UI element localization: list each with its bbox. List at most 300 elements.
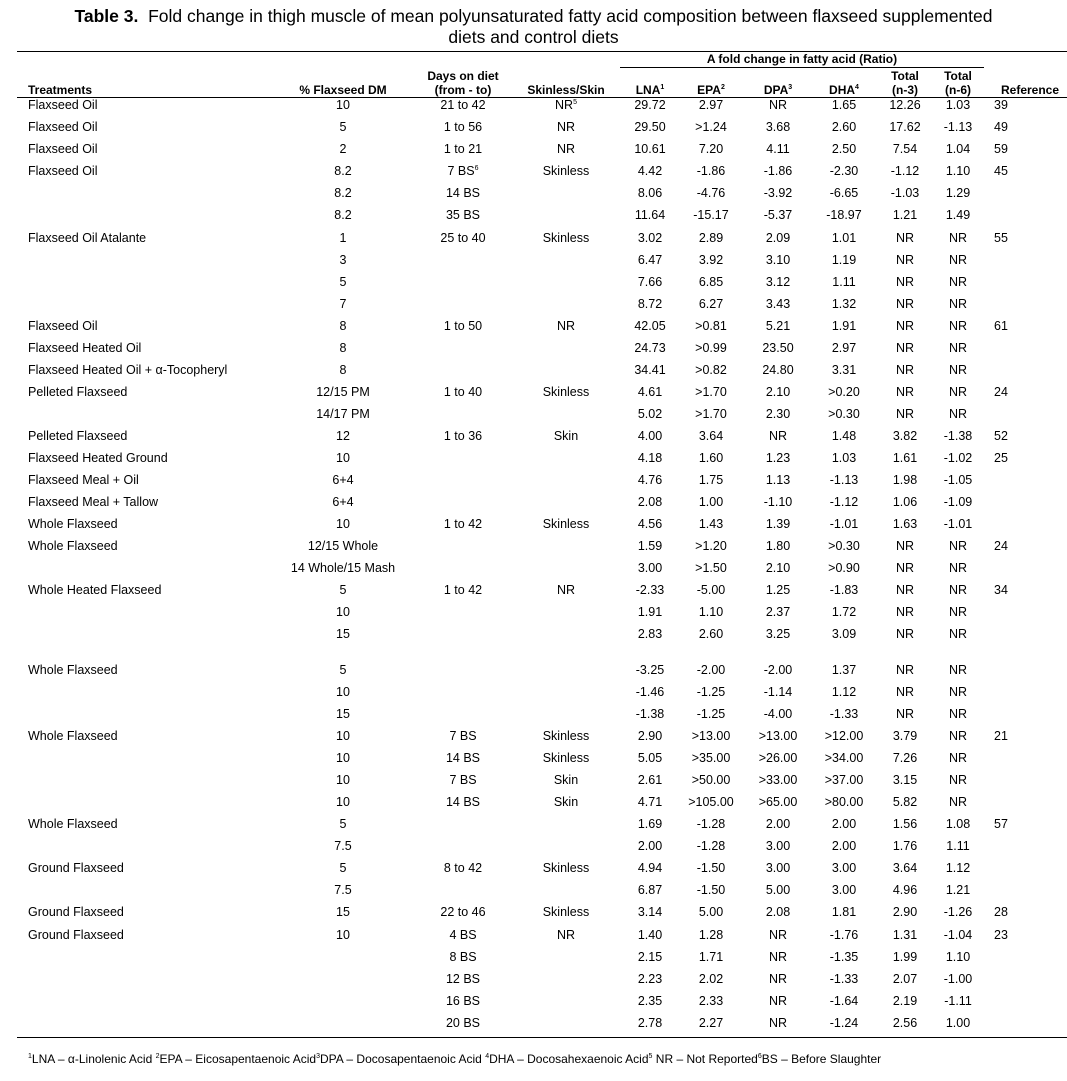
cell-lna: 2.15 xyxy=(637,950,663,964)
cell-days: 14 BS xyxy=(445,751,481,765)
cell-total-n3: NR xyxy=(895,297,915,311)
cell-epa: -1.25 xyxy=(696,685,726,699)
cell-dpa: >13.00 xyxy=(758,729,798,743)
cell-dpa: 2.10 xyxy=(765,385,791,399)
cell-flaxseed-dm: 7.5 xyxy=(334,883,352,897)
cell-epa: >1.70 xyxy=(695,407,727,421)
cell-dha: 2.60 xyxy=(831,120,857,134)
header-dha: DHA$^4$ xyxy=(829,83,859,97)
cell-lna: 1.91 xyxy=(637,605,663,619)
cell-lna: 5.02 xyxy=(637,407,663,421)
cell-total-n6: 1.03 xyxy=(945,98,971,112)
cell-total-n3: NR xyxy=(895,685,915,699)
cell-lna: 10.61 xyxy=(634,142,666,156)
cell-days: 25 to 40 xyxy=(440,231,486,245)
cell-dpa: -3.92 xyxy=(763,186,793,200)
cell-total-n3: 2.19 xyxy=(892,994,918,1008)
cell-epa: -1.86 xyxy=(696,164,726,178)
cell-total-n3: 1.98 xyxy=(892,473,918,487)
cell-total-n3: 2.56 xyxy=(892,1016,918,1030)
cell-total-n3: 1.56 xyxy=(892,817,918,831)
cell-dha: 1.12 xyxy=(831,685,857,699)
cell-days: 20 BS xyxy=(445,1016,481,1030)
cell-total-n6: 1.10 xyxy=(945,164,971,178)
cell-dha: 1.72 xyxy=(831,605,857,619)
cell-reference: 55 xyxy=(994,231,1008,245)
cell-dha: 1.65 xyxy=(831,98,857,112)
cell-epa: >50.00 xyxy=(691,773,731,787)
cell-epa: 1.00 xyxy=(698,495,724,509)
cell-days: 22 to 46 xyxy=(440,905,486,919)
cell-flaxseed-dm: 12/15 Whole xyxy=(307,539,379,553)
cell-lna: 34.41 xyxy=(634,363,666,377)
cell-lna: 8.06 xyxy=(637,186,663,200)
cell-skin: NR xyxy=(556,928,576,942)
cell-total-n3: 2.90 xyxy=(892,905,918,919)
cell-lna: 2.08 xyxy=(637,495,663,509)
cell-days: 1 to 56 xyxy=(443,120,483,134)
cell-epa: 1.43 xyxy=(698,517,724,531)
cell-total-n3: 2.07 xyxy=(892,972,918,986)
title-line-1: Fold change in thigh muscle of mean polyunsaturated fatty acid composition between flaxseed supplemented xyxy=(148,6,993,26)
cell-skin: $NR^5$ xyxy=(555,98,577,112)
cell-lna: 11.64 xyxy=(634,208,666,222)
cell-dha: -1.76 xyxy=(829,928,859,942)
cell-total-n3: NR xyxy=(895,341,915,355)
cell-days: 1 to 42 xyxy=(443,517,483,531)
cell-skin: Skin xyxy=(553,429,579,443)
cell-epa: 2.60 xyxy=(698,627,724,641)
cell-total-n6: NR xyxy=(948,385,968,399)
cell-total-n3: 1.99 xyxy=(892,950,918,964)
cell-reference: 59 xyxy=(994,142,1008,156)
cell-dha: -6.65 xyxy=(829,186,859,200)
cell-total-n6: NR xyxy=(948,407,968,421)
cell-dpa: 2.08 xyxy=(765,905,791,919)
cell-total-n6: NR xyxy=(948,231,968,245)
cell-total-n6: NR xyxy=(948,319,968,333)
cell-dpa: 1.25 xyxy=(765,583,791,597)
cell-epa: 2.89 xyxy=(698,231,724,245)
cell-total-n6: NR xyxy=(948,773,968,787)
cell-lna: 29.72 xyxy=(634,98,666,112)
cell-skin: Skin xyxy=(553,795,579,809)
cell-lna: 3.14 xyxy=(637,905,663,919)
cell-total-n3: NR xyxy=(895,319,915,333)
header-days-line2: (from - to) xyxy=(434,83,492,97)
cell-treatment: Flaxseed Oil xyxy=(28,142,98,156)
cell-skin: Skinless xyxy=(542,231,590,245)
cell-flaxseed-dm: 15 xyxy=(336,627,350,641)
cell-epa: 2.27 xyxy=(698,1016,724,1030)
header-reference: Reference xyxy=(1000,83,1060,97)
cell-total-n3: NR xyxy=(895,627,915,641)
cell-flaxseed-dm: 8.2 xyxy=(334,164,352,178)
cell-flaxseed-dm: 10 xyxy=(336,451,350,465)
cell-total-n6: NR xyxy=(948,561,968,575)
cell-dha: 3.00 xyxy=(831,861,857,875)
cell-dha: >12.00 xyxy=(824,729,864,743)
cell-total-n3: 3.64 xyxy=(892,861,918,875)
cell-treatment: Flaxseed Oil xyxy=(28,164,98,178)
cell-total-n6: NR xyxy=(948,627,968,641)
cell-flaxseed-dm: 3 xyxy=(339,253,347,267)
cell-total-n6: NR xyxy=(948,605,968,619)
cell-dha: 2.97 xyxy=(831,341,857,355)
cell-epa: >35.00 xyxy=(691,751,731,765)
cell-epa: >1.20 xyxy=(695,539,727,553)
cell-total-n3: 3.79 xyxy=(892,729,918,743)
cell-days: 16 BS xyxy=(445,994,481,1008)
cell-treatment: Flaxseed Oil xyxy=(28,120,98,134)
cell-skin: Skinless xyxy=(542,861,590,875)
cell-total-n6: -1.13 xyxy=(943,120,973,134)
cell-total-n6: NR xyxy=(948,751,968,765)
cell-dha: -1.13 xyxy=(829,473,859,487)
cell-dha: 1.81 xyxy=(831,905,857,919)
cell-total-n3: -1.03 xyxy=(890,186,920,200)
cell-dpa: 2.30 xyxy=(765,407,791,421)
cell-dpa: 5.21 xyxy=(765,319,791,333)
cell-epa: 1.60 xyxy=(698,451,724,465)
cell-treatment: Flaxseed Oil xyxy=(28,98,98,112)
cell-total-n6: -1.00 xyxy=(943,972,973,986)
cell-epa: 7.20 xyxy=(698,142,724,156)
cell-reference: 23 xyxy=(994,928,1008,942)
cell-days: 35 BS xyxy=(445,208,481,222)
cell-flaxseed-dm: 5 xyxy=(339,861,347,875)
cell-lna: 2.35 xyxy=(637,994,663,1008)
cell-total-n6: NR xyxy=(948,583,968,597)
cell-total-n6: 1.08 xyxy=(945,817,971,831)
cell-lna: 1.40 xyxy=(637,928,663,942)
cell-dpa: 2.10 xyxy=(765,561,791,575)
cell-dpa: 23.50 xyxy=(762,341,794,355)
cell-dha: -1.35 xyxy=(829,950,859,964)
cell-days: 21 to 42 xyxy=(440,98,486,112)
cell-dha: >0.20 xyxy=(828,385,860,399)
cell-dha: >0.90 xyxy=(828,561,860,575)
header-fatty-acid-group: A fold change in fatty acid (Ratio) xyxy=(706,52,898,66)
cell-total-n6: NR xyxy=(948,539,968,553)
cell-epa: 5.00 xyxy=(698,905,724,919)
cell-total-n6: 1.00 xyxy=(945,1016,971,1030)
cell-epa: 3.64 xyxy=(698,429,724,443)
header-lna: LNA$^1$ xyxy=(635,83,665,97)
cell-reference: 34 xyxy=(994,583,1008,597)
cell-epa: 2.33 xyxy=(698,994,724,1008)
cell-lna: 2.23 xyxy=(637,972,663,986)
cell-treatment: Pelleted Flaxseed xyxy=(28,385,128,399)
cell-dha: 2.00 xyxy=(831,817,857,831)
cell-total-n6: -1.01 xyxy=(943,517,973,531)
cell-lna: 3.02 xyxy=(637,231,663,245)
cell-dha: 1.91 xyxy=(831,319,857,333)
cell-flaxseed-dm: 10 xyxy=(336,729,350,743)
cell-total-n6: -1.04 xyxy=(943,928,973,942)
cell-treatment: Pelleted Flaxseed xyxy=(28,429,128,443)
cell-total-n6: NR xyxy=(948,795,968,809)
header-total-n6-line1: Total xyxy=(944,69,972,83)
cell-flaxseed-dm: 8 xyxy=(339,341,347,355)
header-treatments: Treatments xyxy=(28,83,93,97)
cell-skin: NR xyxy=(556,142,576,156)
cell-dha: -1.64 xyxy=(829,994,859,1008)
cell-dha: -1.24 xyxy=(829,1016,859,1030)
cell-treatment: Flaxseed Oil Atalante xyxy=(28,231,147,245)
cell-dha: -1.01 xyxy=(829,517,859,531)
cell-treatment: Ground Flaxseed xyxy=(28,928,124,942)
cell-flaxseed-dm: 10 xyxy=(336,98,350,112)
cell-reference: 24 xyxy=(994,539,1008,553)
cell-lna: 4.61 xyxy=(637,385,663,399)
cell-dpa: 3.68 xyxy=(765,120,791,134)
cell-treatment: Whole Heated Flaxseed xyxy=(28,583,162,597)
cell-lna: 8.72 xyxy=(637,297,663,311)
cell-flaxseed-dm: 5 xyxy=(339,275,347,289)
cell-lna: -1.46 xyxy=(635,685,665,699)
cell-total-n3: 7.54 xyxy=(892,142,918,156)
cell-days: 7 $BS^6$ xyxy=(447,164,479,178)
cell-days: 1 to 36 xyxy=(443,429,483,443)
cell-skin: Skin xyxy=(553,773,579,787)
cell-total-n3: NR xyxy=(895,385,915,399)
cell-total-n6: -1.05 xyxy=(943,473,973,487)
cell-epa: 3.92 xyxy=(698,253,724,267)
cell-dha: >80.00 xyxy=(824,795,864,809)
cell-skin: Skinless xyxy=(542,164,590,178)
cell-flaxseed-dm: 10 xyxy=(336,928,350,942)
cell-reference: 49 xyxy=(994,120,1008,134)
header-total-n3-line1: Total xyxy=(891,69,919,83)
cell-lna: 4.00 xyxy=(637,429,663,443)
cell-treatment: Whole Flaxseed xyxy=(28,729,118,743)
cell-dha: >0.30 xyxy=(828,539,860,553)
table-label: Table 3. xyxy=(74,6,139,26)
cell-dpa: NR xyxy=(768,994,788,1008)
cell-total-n3: NR xyxy=(895,275,915,289)
cell-days: 8 BS xyxy=(449,950,477,964)
cell-epa: 6.27 xyxy=(698,297,724,311)
cell-days: 8 to 42 xyxy=(443,861,483,875)
cell-flaxseed-dm: 5 xyxy=(339,663,347,677)
cell-lna: 2.90 xyxy=(637,729,663,743)
cell-lna: -2.33 xyxy=(635,583,665,597)
cell-treatment: Ground Flaxseed xyxy=(28,905,124,919)
cell-total-n3: 3.15 xyxy=(892,773,918,787)
header-flaxseed-dm: % Flaxseed DM xyxy=(299,83,387,97)
cell-total-n3: NR xyxy=(895,407,915,421)
cell-epa: >0.81 xyxy=(695,319,727,333)
cell-epa: >1.50 xyxy=(695,561,727,575)
cell-dpa: NR xyxy=(768,1016,788,1030)
cell-dpa: >65.00 xyxy=(758,795,798,809)
cell-skin: NR xyxy=(556,583,576,597)
group-rule xyxy=(620,67,984,68)
cell-dpa: >26.00 xyxy=(758,751,798,765)
cell-skin: Skinless xyxy=(542,751,590,765)
cell-dha: -1.33 xyxy=(829,707,859,721)
cell-dpa: 1.39 xyxy=(765,517,791,531)
cell-total-n6: -1.09 xyxy=(943,495,973,509)
cell-dpa: -1.86 xyxy=(763,164,793,178)
cell-epa: -5.00 xyxy=(696,583,726,597)
cell-lna: 2.83 xyxy=(637,627,663,641)
cell-total-n6: -1.38 xyxy=(943,429,973,443)
cell-lna: 4.18 xyxy=(637,451,663,465)
cell-epa: 2.02 xyxy=(698,972,724,986)
cell-dpa: -1.10 xyxy=(763,495,793,509)
cell-total-n6: 1.04 xyxy=(945,142,971,156)
cell-treatment: Whole Flaxseed xyxy=(28,517,118,531)
cell-dpa: -4.00 xyxy=(763,707,793,721)
cell-total-n6: 1.10 xyxy=(945,950,971,964)
cell-total-n3: NR xyxy=(895,663,915,677)
cell-days: 1 to 42 xyxy=(443,583,483,597)
cell-total-n3: 5.82 xyxy=(892,795,918,809)
cell-dpa: 3.12 xyxy=(765,275,791,289)
cell-epa: 1.71 xyxy=(698,950,724,964)
cell-skin: Skinless xyxy=(542,729,590,743)
cell-dpa: 2.37 xyxy=(765,605,791,619)
cell-total-n3: NR xyxy=(895,583,915,597)
header-total-n3-line2: (n-3) xyxy=(892,83,918,97)
cell-treatment: Whole Flaxseed xyxy=(28,539,118,553)
cell-lna: 29.50 xyxy=(634,120,666,134)
cell-days: 1 to 21 xyxy=(443,142,483,156)
cell-flaxseed-dm: 10 xyxy=(336,795,350,809)
cell-days: 12 BS xyxy=(445,972,481,986)
cell-flaxseed-dm: 14 Whole/15 Mash xyxy=(290,561,396,575)
header-dpa: DPA$^3$ xyxy=(763,83,793,97)
cell-days: 1 to 50 xyxy=(443,319,483,333)
cell-total-n6: 1.29 xyxy=(945,186,971,200)
cell-lna: 2.61 xyxy=(637,773,663,787)
cell-epa: 1.75 xyxy=(698,473,724,487)
cell-reference: 57 xyxy=(994,817,1008,831)
cell-total-n3: NR xyxy=(895,605,915,619)
cell-days: 7 BS xyxy=(449,773,477,787)
cell-treatment: Flaxseed Heated Oil xyxy=(28,341,142,355)
cell-total-n3: 17.62 xyxy=(889,120,921,134)
cell-epa: 2.97 xyxy=(698,98,724,112)
cell-flaxseed-dm: 1 xyxy=(339,231,347,245)
cell-days: 1 to 40 xyxy=(443,385,483,399)
cell-dpa: 1.80 xyxy=(765,539,791,553)
cell-days: 7 BS xyxy=(449,729,477,743)
cell-total-n6: NR xyxy=(948,275,968,289)
cell-dpa: 5.00 xyxy=(765,883,791,897)
cell-dha: >34.00 xyxy=(824,751,864,765)
cell-total-n3: NR xyxy=(895,231,915,245)
cell-total-n3: -1.12 xyxy=(890,164,920,178)
cell-epa: >0.99 xyxy=(695,341,727,355)
cell-total-n3: 1.31 xyxy=(892,928,918,942)
cell-flaxseed-dm: 10 xyxy=(336,517,350,531)
cell-total-n6: NR xyxy=(948,297,968,311)
cell-reference: 61 xyxy=(994,319,1008,333)
cell-treatment: Ground Flaxseed xyxy=(28,861,124,875)
cell-epa: -4.76 xyxy=(696,186,726,200)
cell-dha: 1.32 xyxy=(831,297,857,311)
cell-total-n3: NR xyxy=(895,561,915,575)
cell-treatment: Flaxseed Heated Ground xyxy=(28,451,168,465)
cell-dha: -1.33 xyxy=(829,972,859,986)
cell-treatment: Flaxseed Heated Oil + α-Tocopheryl xyxy=(28,363,228,377)
cell-dha: 2.50 xyxy=(831,142,857,156)
header-epa: EPA$^2$ xyxy=(697,83,725,97)
cell-total-n3: 1.21 xyxy=(892,208,918,222)
cell-flaxseed-dm: 8 xyxy=(339,319,347,333)
cell-total-n6: 1.21 xyxy=(945,883,971,897)
cell-lna: 4.56 xyxy=(637,517,663,531)
cell-total-n3: 1.06 xyxy=(892,495,918,509)
cell-flaxseed-dm: 12 xyxy=(336,429,350,443)
cell-dpa: -1.14 xyxy=(763,685,793,699)
cell-epa: -1.50 xyxy=(696,861,726,875)
cell-flaxseed-dm: 8 xyxy=(339,363,347,377)
cell-total-n6: -1.11 xyxy=(944,994,972,1008)
cell-epa: >13.00 xyxy=(691,729,731,743)
cell-days: 4 BS xyxy=(449,928,477,942)
cell-total-n6: NR xyxy=(948,707,968,721)
cell-epa: -15.17 xyxy=(693,208,729,222)
cell-reference: 45 xyxy=(994,164,1008,178)
cell-epa: -1.28 xyxy=(696,817,726,831)
cell-lna: 5.05 xyxy=(637,751,663,765)
cell-lna: 6.87 xyxy=(637,883,663,897)
cell-flaxseed-dm: 8.2 xyxy=(334,208,352,222)
cell-total-n6: NR xyxy=(948,341,968,355)
cell-lna: 2.00 xyxy=(637,839,663,853)
cell-flaxseed-dm: 8.2 xyxy=(334,186,352,200)
cell-total-n3: 7.26 xyxy=(892,751,918,765)
cell-total-n3: 1.63 xyxy=(892,517,918,531)
cell-flaxseed-dm: 15 xyxy=(336,905,350,919)
cell-reference: 39 xyxy=(994,98,1008,112)
footnote: $^1$LNA – α-Linolenic Acid $^2$EPA – Eicosapentaenoic Acid$^3$DPA – Docosapentaenoic Acid $^4$DHA – Docosahexaenoic Acid$^5$ NR – Not Reported$^6$BS – Before Slaughter xyxy=(28,1052,882,1066)
cell-lna: 6.47 xyxy=(637,253,663,267)
cell-total-n6: NR xyxy=(948,685,968,699)
cell-treatment: Whole Flaxseed xyxy=(28,817,118,831)
cell-epa: -1.28 xyxy=(696,839,726,853)
header-skinless-skin: Skinless/Skin xyxy=(527,83,605,97)
cell-lna: 4.42 xyxy=(637,164,663,178)
cell-flaxseed-dm: 5 xyxy=(339,120,347,134)
cell-flaxseed-dm: 10 xyxy=(336,685,350,699)
cell-epa: >0.82 xyxy=(695,363,727,377)
cell-dpa: 3.10 xyxy=(765,253,791,267)
cell-flaxseed-dm: 5 xyxy=(339,583,347,597)
cell-total-n6: 1.49 xyxy=(945,208,971,222)
cell-dpa: 3.00 xyxy=(765,839,791,853)
cell-dpa: >33.00 xyxy=(758,773,798,787)
cell-dpa: NR xyxy=(768,98,788,112)
cell-dpa: -2.00 xyxy=(763,663,793,677)
cell-dpa: NR xyxy=(768,950,788,964)
cell-epa: 1.28 xyxy=(698,928,724,942)
cell-dha: 3.09 xyxy=(831,627,857,641)
cell-total-n3: NR xyxy=(895,253,915,267)
cell-dha: -18.97 xyxy=(826,208,862,222)
cell-treatment: Flaxseed Oil xyxy=(28,319,98,333)
cell-dpa: NR xyxy=(768,972,788,986)
cell-dpa: 3.25 xyxy=(765,627,791,641)
cell-skin: Skinless xyxy=(542,385,590,399)
cell-total-n3: 3.82 xyxy=(892,429,918,443)
cell-dha: 1.37 xyxy=(831,663,857,677)
cell-dha: 1.11 xyxy=(832,275,856,289)
